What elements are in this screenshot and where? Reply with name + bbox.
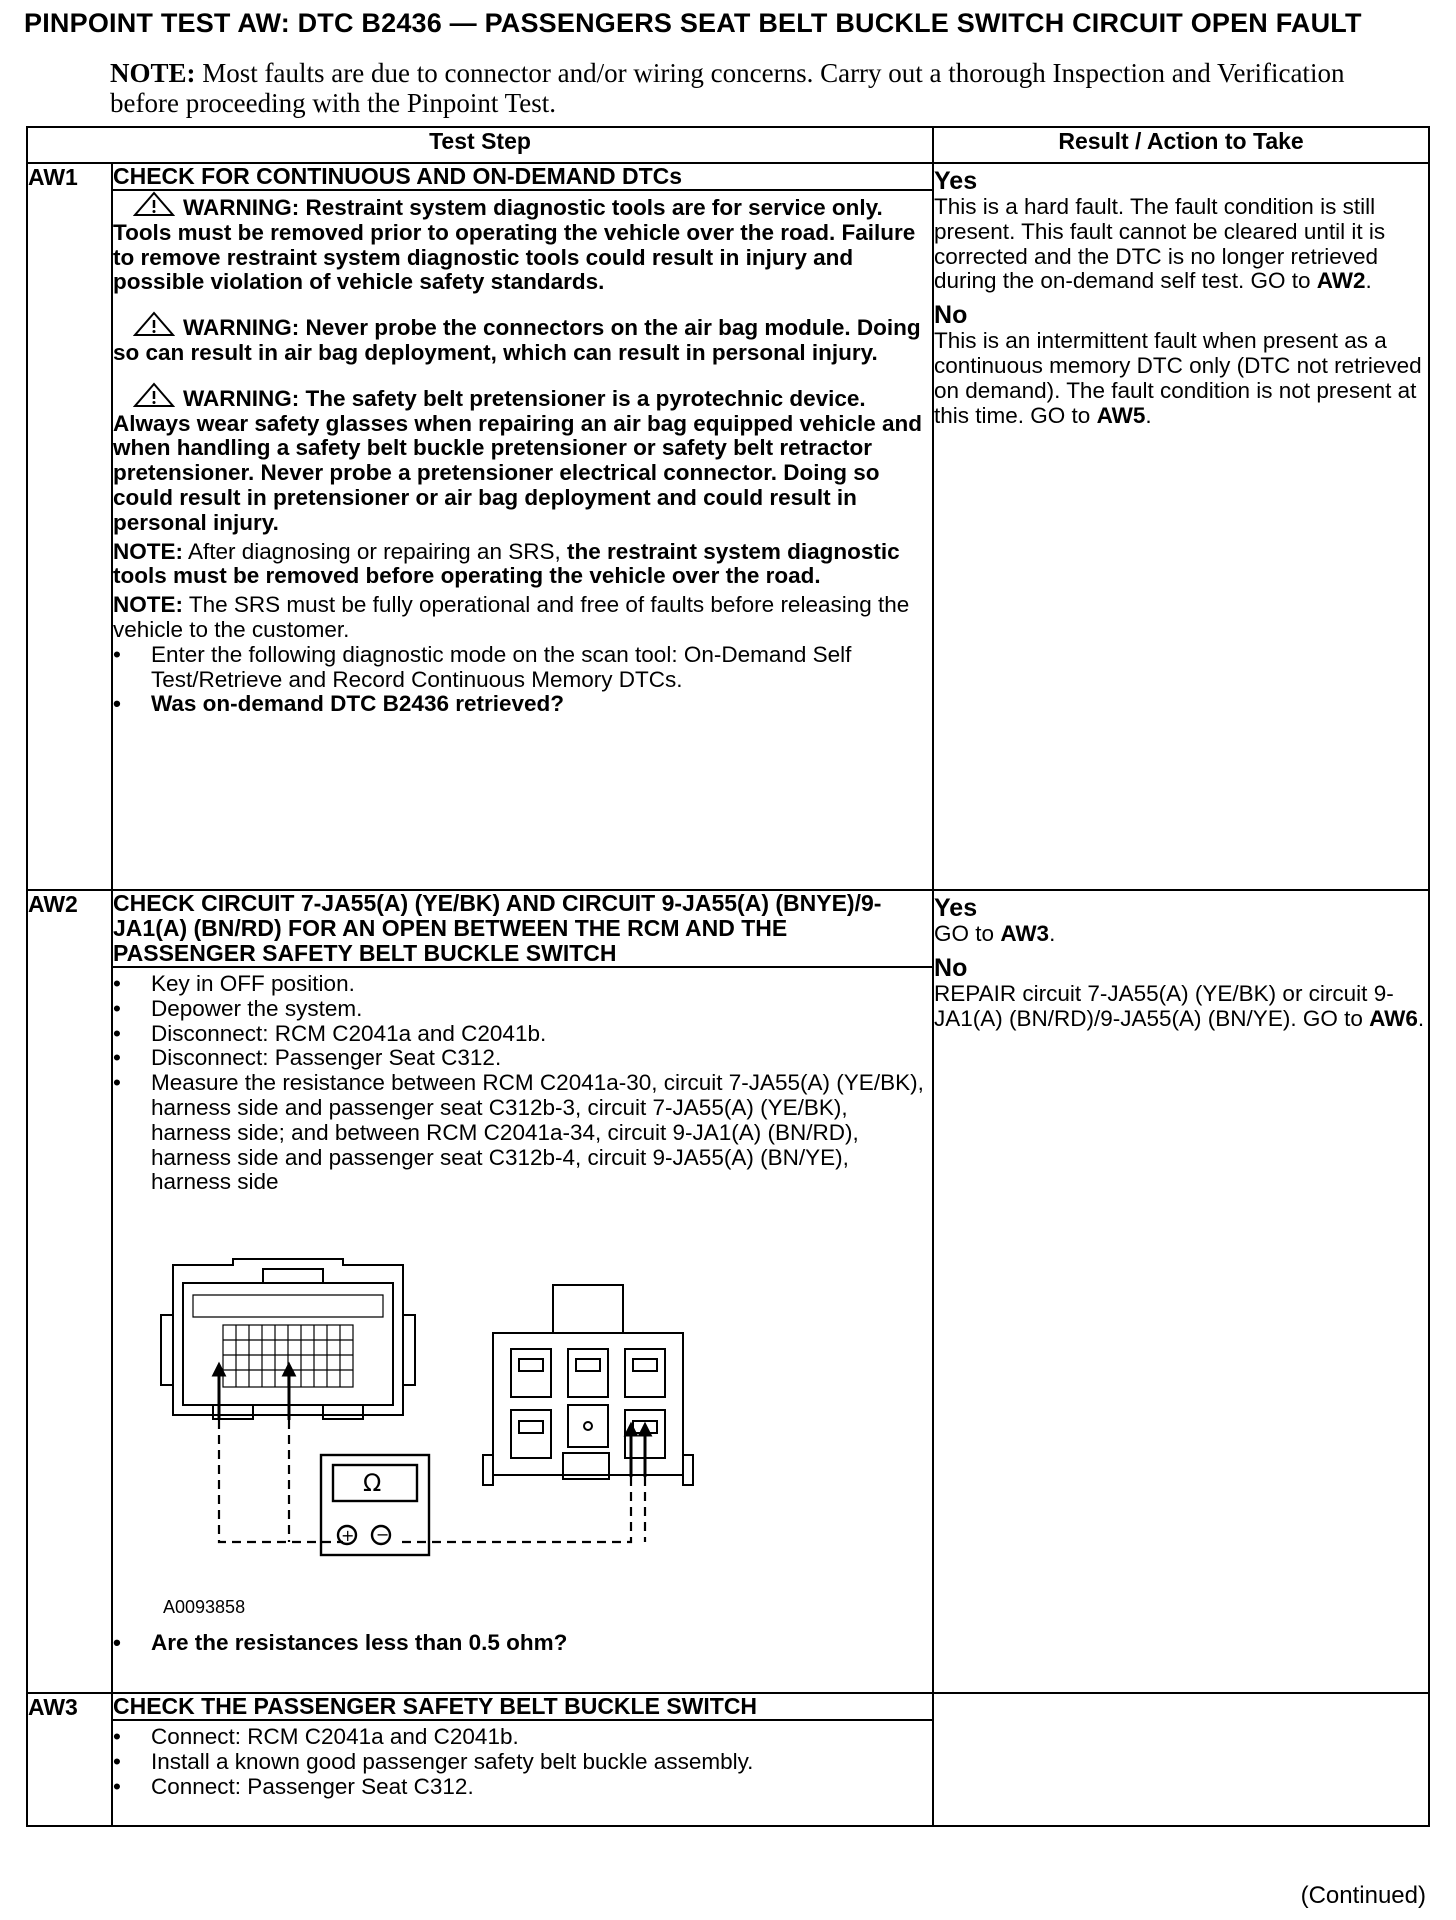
- list-item: • Install a known good passenger safety belt buckle assembly.: [113, 1750, 932, 1775]
- list-item: • Key in OFF position.: [113, 972, 932, 997]
- warning-triangle-icon: [133, 382, 175, 408]
- yes-text: GO to AW3.: [934, 921, 1056, 946]
- warning-triangle-icon: [133, 191, 175, 217]
- continued-label: (Continued): [1300, 1882, 1426, 1909]
- intro-note-label: NOTE:: [110, 58, 196, 88]
- no-label: No: [934, 301, 968, 330]
- note-2: NOTE: The SRS must be fully operational and free of faults before releasing the vehicle to the customer.: [113, 592, 910, 642]
- yes-text: This is a hard fault. The fault condition is still present. This fault cannot be cleared until it is corrected and the DTC is no longer retrieved during the on-demand self test. GO to AW2.: [934, 194, 1386, 294]
- step-body-aw2: [112, 967, 933, 1693]
- page-title: PINPOINT TEST AW: DTC B2436 — PASSENGERS SEAT BELT BUCKLE SWITCH CIRCUIT OPEN FAULT: [24, 8, 1362, 38]
- figure-id: A0093858: [163, 1597, 246, 1618]
- step-id-aw2: AW2: [27, 890, 112, 1693]
- list-item: • Was on-demand DTC B2436 retrieved?: [113, 692, 932, 717]
- no-text: This is an intermittent fault when present as a continuous memory DTC only (DTC not retrieved on demand). The fault condition is not present at this time. GO to AW5.: [934, 328, 1422, 428]
- pinpoint-table: [26, 126, 1430, 1827]
- table-row: [27, 163, 1429, 190]
- intro-note-text: Most faults are due to connector and/or wiring concerns. Carry out a thorough Inspection and Verification before proceeding with the Pinpoint Test.: [110, 58, 1345, 118]
- col-header-result: Result / Action to Take: [933, 127, 1429, 163]
- list-item: • Are the resistances less than 0.5 ohm?: [113, 1631, 932, 1656]
- result-cell-aw2: [933, 890, 1429, 1693]
- step-heading-aw3: CHECK THE PASSENGER SAFETY BELT BUCKLE SWITCH: [112, 1693, 933, 1720]
- minus-terminal-icon: −: [376, 1525, 390, 1545]
- intro-note: [110, 58, 1360, 118]
- result-cell-aw3: [933, 1693, 1429, 1826]
- list-item: • Disconnect: RCM C2041a and C2041b.: [113, 1022, 932, 1047]
- probe-leads: [214, 1365, 650, 1477]
- warning-3: WARNING: The safety belt pretensioner is a pyrotechnic device. Always wear safety glasses when repairing an air bag equipped vehicle and when handling a safety belt buckle pretensioner or safety belt retractor pretensioner. Never probe a pretensioner electrical connector. Doing so could result in pretensioner or air bag deployment and could result in personal injury.: [113, 382, 932, 536]
- step-heading-aw2: CHECK CIRCUIT 7-JA55(A) (YE/BK) AND CIRCUIT 9-JA55(A) (BNYE)/9-JA1(A) (BN/RD) FOR AN OPEN BETWEEN THE RCM AND THE PASSENGER SAFETY BELT BUCKLE SWITCH: [112, 890, 933, 967]
- connector-figure: [153, 1255, 713, 1635]
- yes-label: Yes: [934, 894, 978, 922]
- list-item: • Measure the resistance between RCM C2041a-30, circuit 7-JA55(A) (YE/BK), harness side and passenger seat C312b-3, circuit 7-JA55(A) (YE/BK), harness side; and between RCM C2041a-34, circuit 9-JA1(A) (BN/RD), harness side and passenger seat C312b-4, circuit 9-JA55(A) (BN/YE), harness side: [113, 1071, 932, 1195]
- list-item: • Connect: RCM C2041a and C2041b.: [113, 1725, 932, 1750]
- warning-2: WARNING: Never probe the connectors on the air bag module. Doing so can result in air bag deployment, which can result in personal injury.: [113, 311, 932, 366]
- step-heading-aw1: CHECK FOR CONTINUOUS AND ON-DEMAND DTCs: [112, 163, 933, 190]
- step-id-aw3: AW3: [27, 1693, 112, 1826]
- yes-label: Yes: [934, 167, 978, 195]
- list-item: • Depower the system.: [113, 997, 932, 1022]
- col-header-test-step: Test Step: [27, 127, 933, 163]
- no-text: REPAIR circuit 7-JA55(A) (YE/BK) or circuit 9-JA1(A) (BN/RD)/9-JA55(A) (BN/YE). GO to AW6.: [934, 980, 1425, 1031]
- step-body-aw1: [112, 190, 933, 890]
- result-cell-aw1: [933, 163, 1429, 890]
- connector-diagram: [153, 1255, 713, 1585]
- table-header-row: [27, 127, 1429, 163]
- step-id-aw1: AW1: [27, 163, 112, 890]
- list-item: • Enter the following diagnostic mode on the scan tool: On-Demand Self Test/Retrieve and Record Continuous Memory DTCs.: [113, 643, 932, 693]
- no-label: No: [934, 953, 968, 982]
- step-body-aw3: [112, 1720, 933, 1826]
- plus-terminal-icon: +: [341, 1526, 355, 1546]
- list-item: • Connect: Passenger Seat C312.: [113, 1775, 932, 1800]
- passenger-seat-connector-drawing: [483, 1285, 693, 1485]
- warning-1: WARNING: Restraint system diagnostic tools are for service only. Tools must be removed prior to operating the vehicle over the road. Failure to remove restraint system diagnostic tools could result in injury and possible violation of vehicle safety standards.: [113, 191, 932, 295]
- table-row: [27, 890, 1429, 967]
- warning-triangle-icon: [133, 311, 175, 337]
- table-row: [27, 1693, 1429, 1720]
- ohm-symbol: Ω: [363, 1469, 382, 1498]
- list-item: • Disconnect: Passenger Seat C312.: [113, 1046, 932, 1071]
- note-1: NOTE: After diagnosing or repairing an SRS, the restraint system diagnostic tools must be removed before operating the vehicle over the road.: [113, 538, 900, 589]
